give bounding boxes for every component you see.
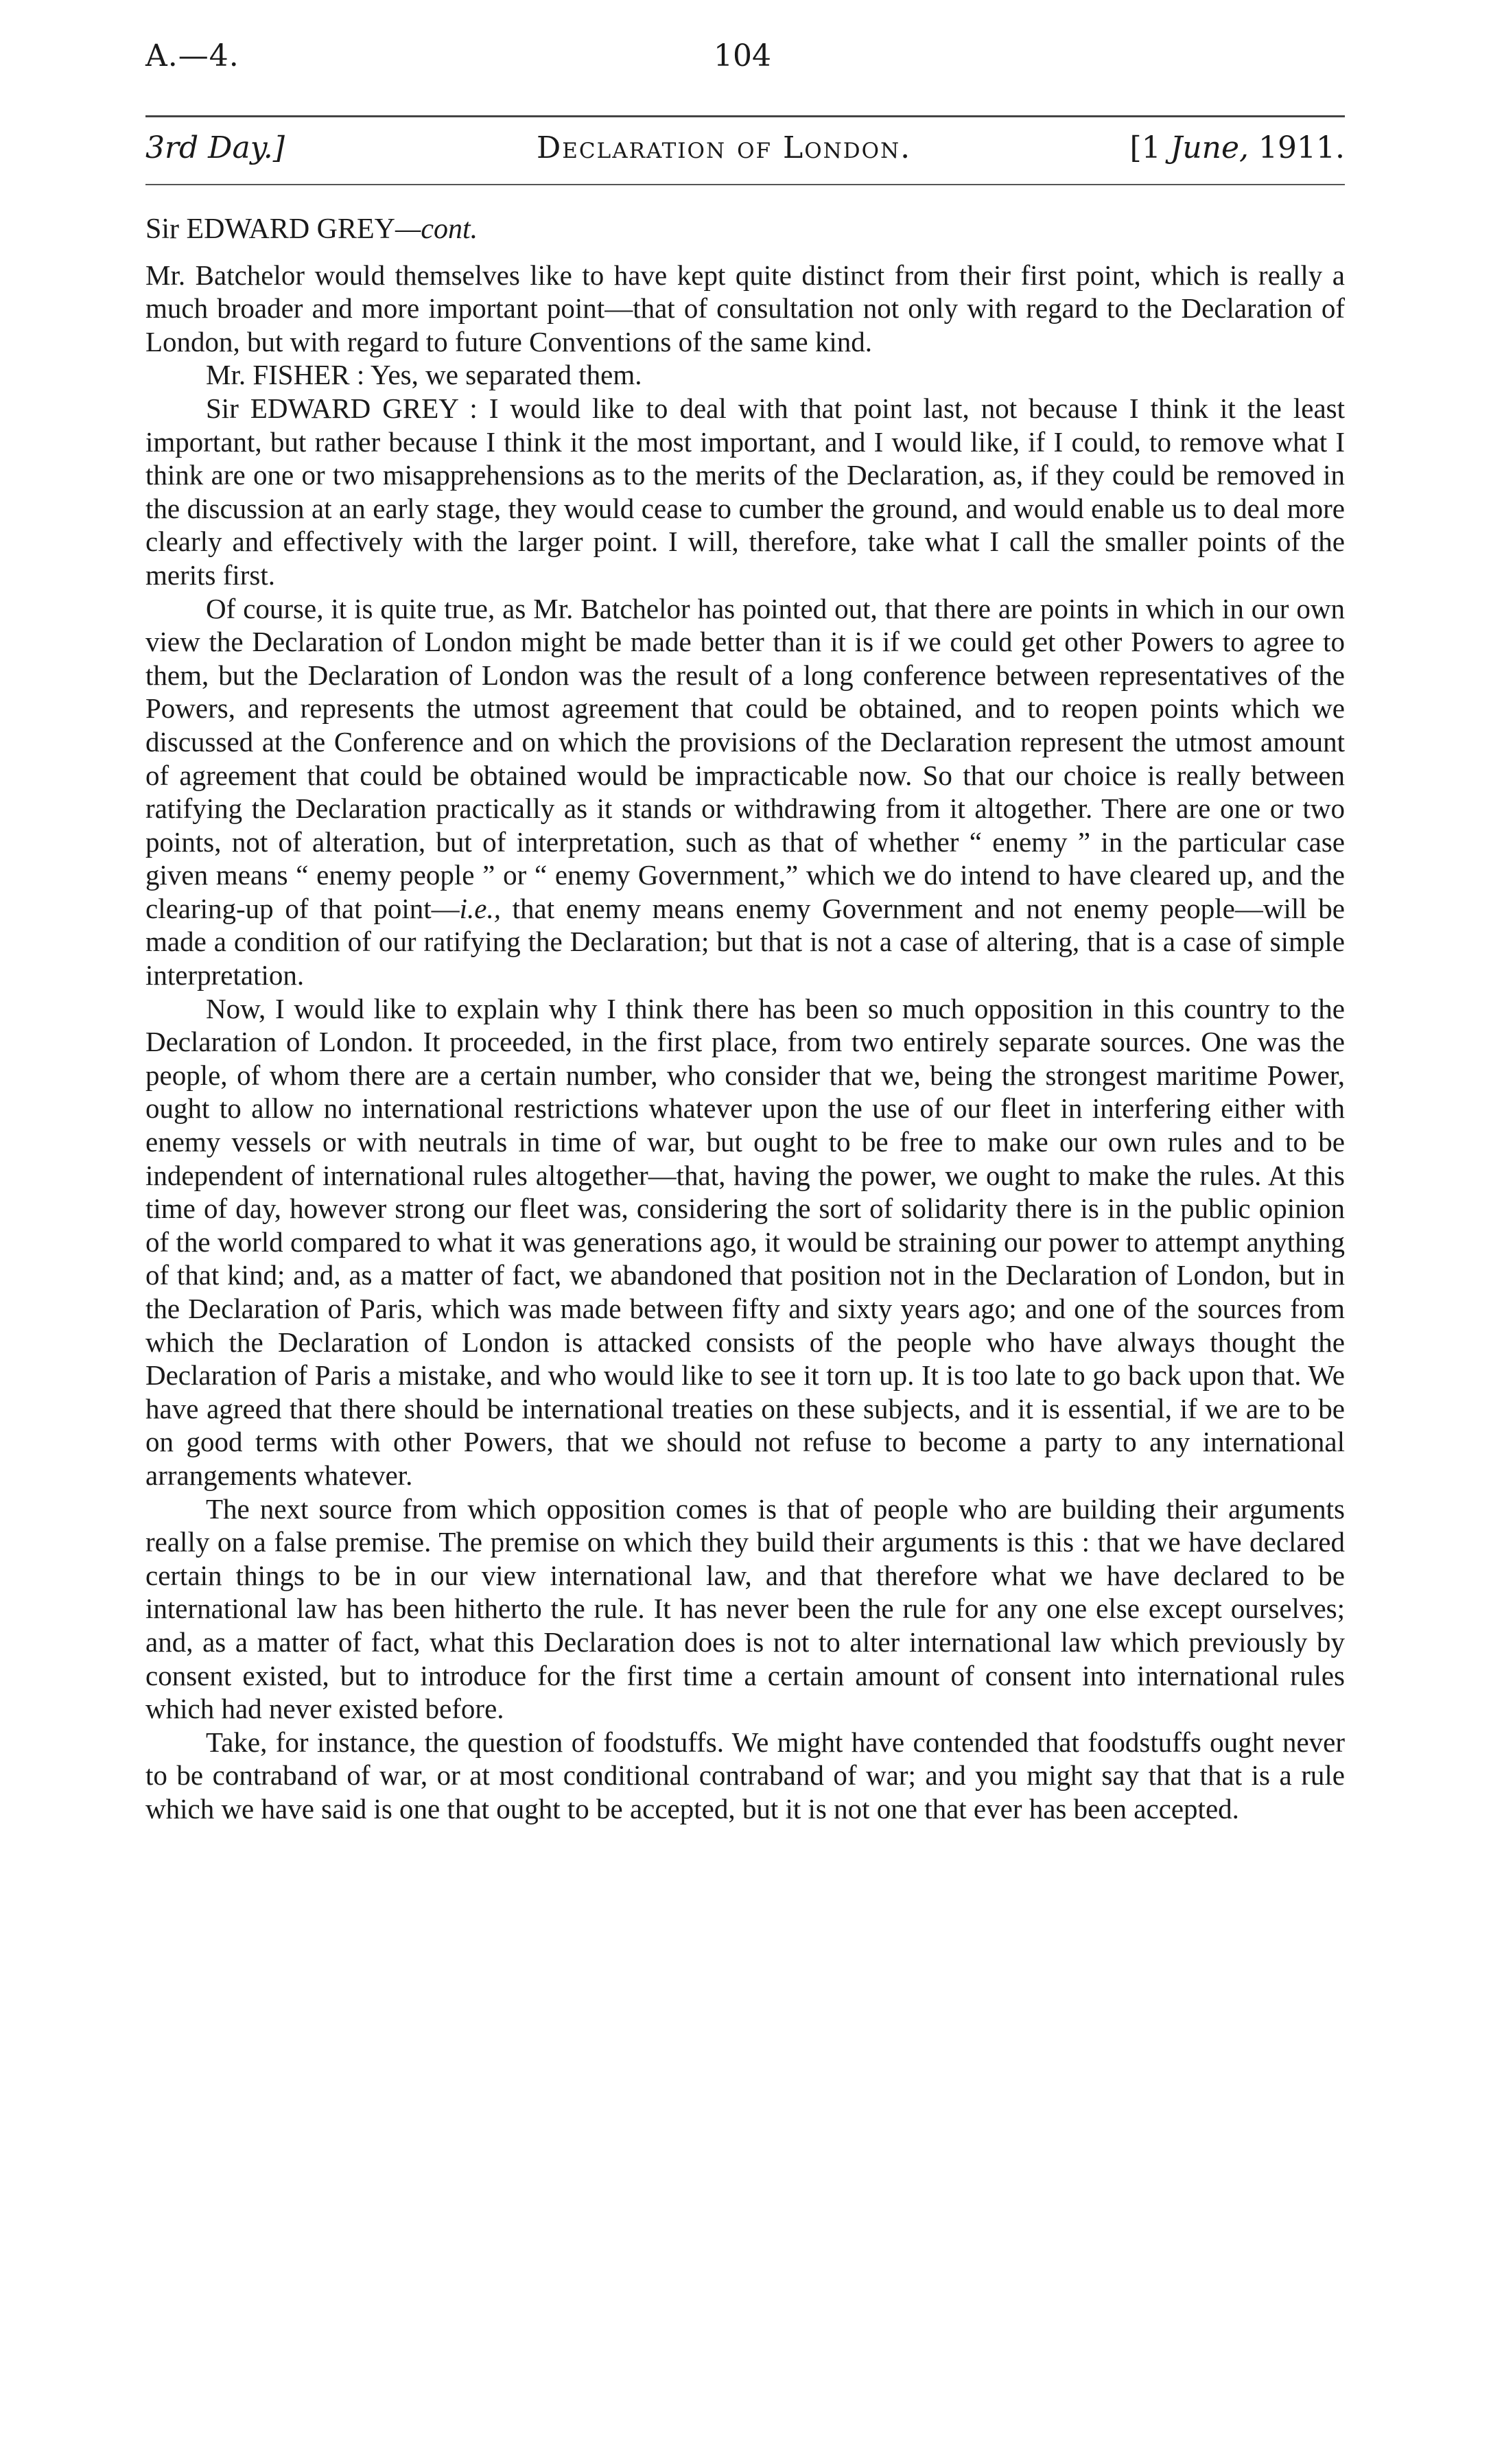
paragraph: Take, for instance, the question of foodstuffs. We might have contended that foodstuffs ought never to be contraband of war, or at most conditional contraband of war; and you might say that that is a rule which we have said is one that ought to be accepted, but it is not one that ever has been accepted.: [145, 1726, 1345, 1824]
running-title: Declaration of London.: [537, 130, 912, 165]
paragraph: Of course, it is quite true, as Mr. Batchelor has pointed out, that there are points in which in our own view the Declaration of London might be made better than it is if we could get other Powers to agree to them, but the Declaration of London was the result of a long conference between representatives of the Powers, and represents the utmost agreement that could be obtained, and to reopen points which we discussed at the Conference and on which the provisions of the Declaration represent the utmost amount of agreement that could be obtained would be impracticable now. So that our choice is really between ratifying the Declaration practically as it stands or withdrawing from it altogether. There are one or two points, not of alteration, but of interpretation, such as that of whether “ enemy ” in the particular case given means “ enemy people ” or “ enemy Government,” which we do intend to have cleared up, and the clearing-up of that point—i.e., that enemy means enemy Government and not enemy people—will be made a condition of our ratifying the Declaration; but that is not a case of altering, that is a case of simple interpretation.: [145, 592, 1345, 992]
running-header: [145, 130, 1345, 172]
paragraph: Now, I would like to explain why I think there has been so much opposition in this country to the Declaration of London. It proceeded, in the first place, from two entirely separate sources. One was the people, of whom there are a certain number, who consider that we, being the strongest maritime Power, ought to allow no international restrictions whatever upon the use of our fleet in interfering either with enemy vessels or with neutrals in time of war, but ought to be free to make our own rules and to be independent of international rules altogether—that, having the power, we ought to make the rules. At this time of day, however strong our fleet was, considering the sort of solidarity there is in the public opinion of the world compared to what it was generations ago, it would be straining our power to attempt anything of that kind; and, as a matter of fact, we abandoned that position not in the Declaration of London, but in the Declaration of Paris, which was made between fifty and sixty years ago; and one of the sources from which the Declaration of London is attacked consists of the people who have always thought the Declaration of Paris a mistake, and who would like to see it torn up. It is too late to go back upon that. We have agreed that there should be international treaties on these subjects, and it is essential, if we are to be on good terms with other Powers, that we should not refuse to become a party to any international arrangements whatever.: [145, 992, 1345, 1491]
header-rule-bottom: [145, 184, 1345, 185]
page-number: 104: [714, 38, 771, 73]
paragraph: Mr. FISHER : Yes, we separated them.: [206, 359, 642, 391]
sitting-date: [1 June, 1911.: [1129, 130, 1345, 165]
sitting-day: 3rd Day.]: [145, 130, 285, 165]
document-body: [145, 213, 1345, 1826]
paragraph: Mr. Batchelor would themselves like to have kept quite distinct from their first point, which is really a much broader and more important point—that of consultation not only with regard to the Declaration of London, but with regard to future Conventions of the same kind.: [145, 259, 1345, 357]
paragraph: The next source from which opposition comes is that of people who are building their arguments really on a false premise. The premise on which they build their arguments is this : that we have declared certain things to be in our view international law, and that therefore what we have declared to be international law has been hitherto the rule. It has never been the rule for any one else except ourselves; and, as a matter of fact, what this Declaration does is not to alter international law which previously by consent existed, but to introduce for the first time a certain amount of consent into international rules which had never existed before.: [145, 1492, 1345, 1725]
speaker-heading: Sir EDWARD GREY—cont.: [145, 213, 478, 245]
paper-reference: A.—4.: [145, 38, 239, 73]
header-rule-top: [145, 115, 1345, 117]
paragraph: Sir EDWARD GREY : I would like to deal with that point last, not because I think it the least important, but rather because I think it the most important, and I would like, if I could, to remove what I think are one or two misapprehensions as to the merits of the Declaration, as, if they could be removed in the discussion at an early stage, they would cease to cumber the ground, and would enable us to deal more clearly and effectively with the larger point. I will, therefore, take what I call the smaller points of the merits first.: [145, 392, 1345, 591]
